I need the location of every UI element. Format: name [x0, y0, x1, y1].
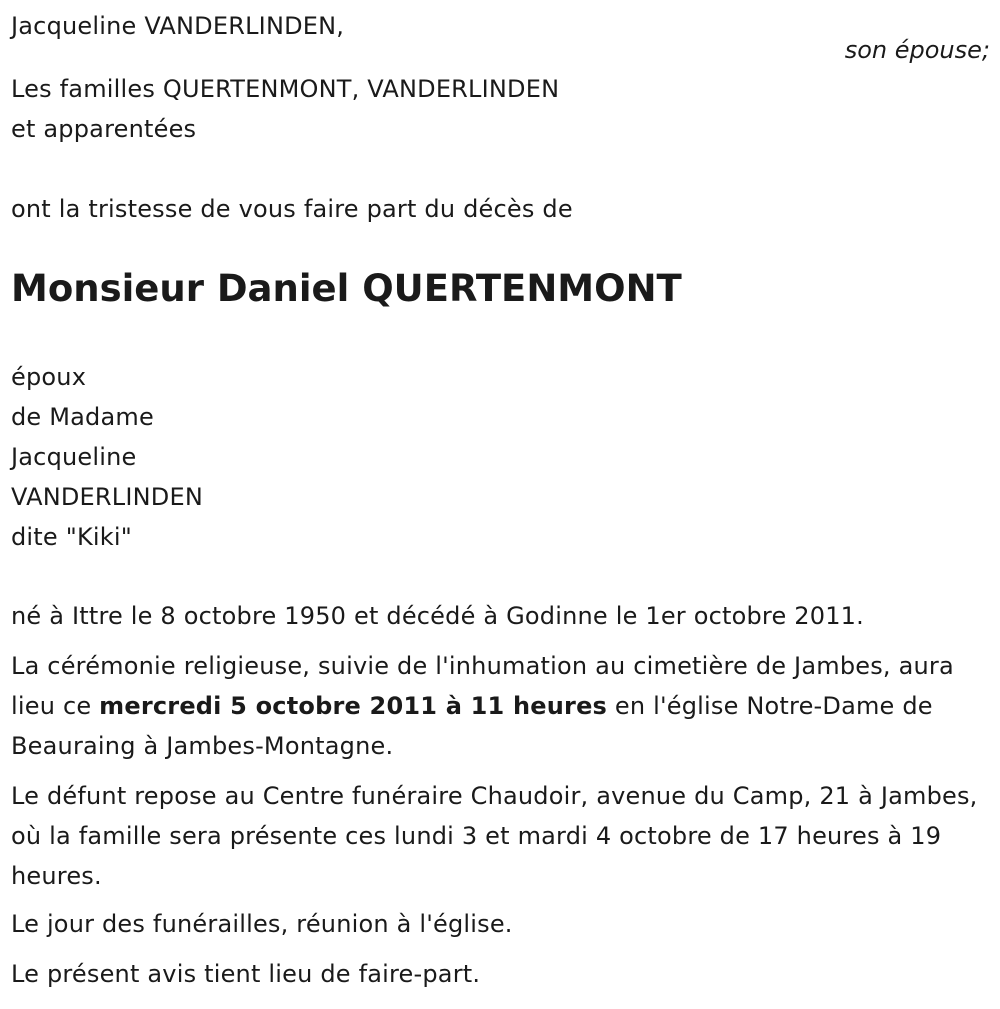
- families-line-1: Les familles QUERTENMONT, VANDERLINDEN: [11, 75, 560, 103]
- ceremony-location: en l'église Notre-Dame de Beauraing à Jambes-Montagne.: [11, 692, 933, 760]
- ceremony-datetime: mercredi 5 octobre 2011 à 11 heures: [99, 692, 608, 720]
- families-line-2: et apparentées: [11, 115, 197, 143]
- relation-line: époux: [11, 363, 87, 391]
- deceased-name: Monsieur Daniel QUERTENMONT: [11, 267, 682, 310]
- spouse-role: son épouse;: [844, 36, 990, 64]
- ceremony-paragraph: [11, 646, 986, 766]
- viewing-paragraph: Le défunt repose au Centre funéraire Chaudoir, avenue du Camp, 21 à Jambes, où la famille sera présente ces lundi 3 et mardi 4 octobre de 17 heures à 19 heures.: [11, 782, 978, 890]
- relation-line: dite "Kiki": [11, 523, 132, 551]
- ceremony-intro: La cérémonie religieuse, suivie de l'inhumation au cimetière de Jambes, aura lieu ce: [11, 652, 954, 720]
- relation-line: VANDERLINDEN: [11, 483, 203, 511]
- birth-death-text: né à Ittre le 8 octobre 1950 et décédé à Godinne le 1er octobre 2011.: [11, 602, 864, 630]
- announcement-text: ont la tristesse de vous faire part du décès de: [11, 195, 573, 223]
- relation-line: Jacqueline: [11, 443, 137, 471]
- spouse-name: Jacqueline VANDERLINDEN,: [11, 12, 345, 40]
- relation-line: de Madame: [11, 403, 154, 431]
- notice-text: Le présent avis tient lieu de faire-part.: [11, 960, 481, 988]
- meeting-text: Le jour des funérailles, réunion à l'église.: [11, 910, 513, 938]
